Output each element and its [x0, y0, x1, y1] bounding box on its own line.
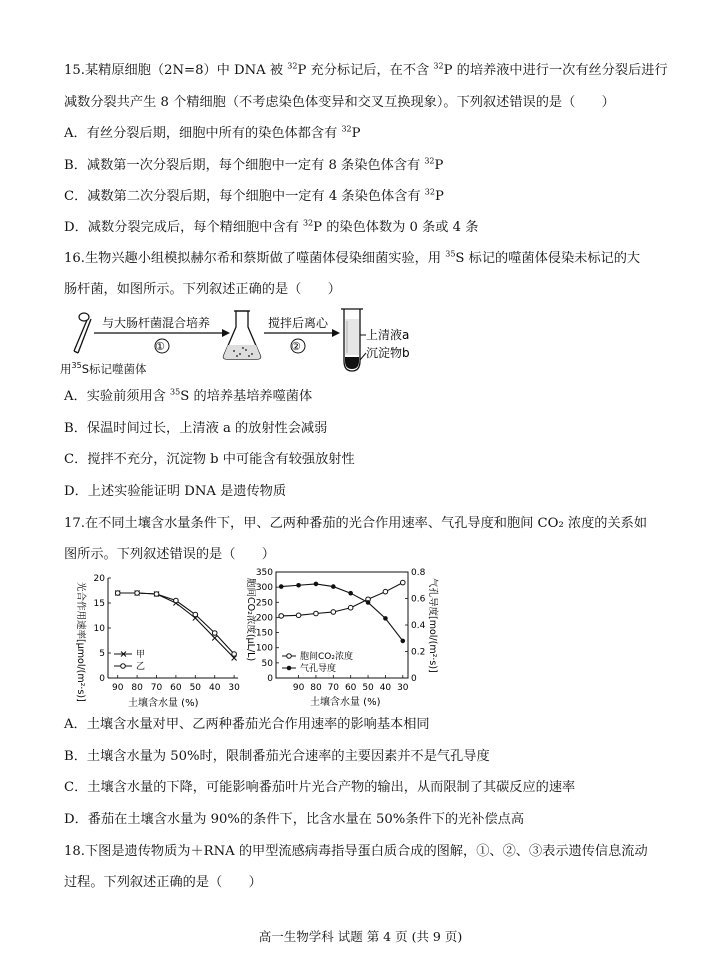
legend-label-stomata: 气孔导度 — [300, 664, 337, 674]
phage-label-text: S标记噬菌体 — [81, 362, 147, 376]
q15-text: P 充分标记后，在不含 — [297, 63, 434, 78]
q15-option-d — [64, 219, 478, 237]
phage-label — [60, 360, 147, 378]
x-tick-label: 80 — [131, 683, 143, 693]
x-axis-label: 土壤含水量 (%) — [128, 698, 199, 709]
page-footer: 高一生物学科 试题 第 4 页 (共 9 页) — [258, 929, 463, 944]
x-tick-label: 80 — [310, 683, 322, 693]
q15-option-c — [64, 188, 444, 206]
sediment-label: 沉淀物b — [366, 346, 410, 360]
option-text: D．减数分裂完成后，每个精细胞中含有 — [64, 220, 303, 235]
x-tick-label: 60 — [344, 683, 357, 693]
data-point — [314, 582, 319, 587]
test-tube-icon — [341, 309, 363, 371]
x-tick-label: 50 — [362, 683, 374, 693]
arrow-head — [332, 329, 340, 337]
x-tick-label: 90 — [111, 683, 124, 693]
q15-stem-line2: 减数分裂共产生 8 个精细胞（不考虑染色体变异和交叉互换现象）。下列叙述错误的是（ ） — [64, 95, 615, 110]
data-point — [348, 591, 353, 596]
y-axis-label: 光合作用速率[μmol/(m²·s)] — [75, 582, 86, 702]
q17-option-a: A．土壤含水量对甲、乙两种番茄光合作用速率的影响基本相同 — [64, 717, 430, 732]
q15-text: P 的培养液中进行一次有丝分裂后进行 — [443, 63, 668, 78]
y2-tick-label: 0.6 — [411, 594, 426, 605]
data-point — [174, 598, 179, 603]
superscript: 32 — [302, 218, 314, 228]
step1-number: ① — [155, 340, 165, 353]
step1-label: 与大肠杆菌混合培养 — [102, 316, 211, 330]
step2-label: 搅拌后离心 — [268, 316, 329, 330]
arrow-head — [222, 329, 230, 337]
q17-option-d: D．番茄在土壤含水量为 90%的条件下，比含水量在 50%条件下的光补偿点高 — [64, 812, 525, 827]
option-text: B．减数第一次分裂后期，每个细胞中一定有 8 条染色体含有 — [64, 158, 425, 173]
y-tick-label: 10 — [93, 624, 105, 634]
option-text: P 的染色体数为 0 条或 4 条 — [313, 220, 479, 235]
x-tick-label: 70 — [327, 683, 340, 693]
superscript: 32 — [424, 156, 435, 166]
data-point — [135, 591, 140, 596]
q16-text: 16.生物兴趣小组模拟赫尔希和蔡斯做了噬菌体侵染细菌实验，用 — [64, 251, 446, 266]
option-text: P — [434, 158, 444, 173]
legend-label-co2: 胞间CO₂浓度 — [300, 652, 353, 662]
data-point — [366, 600, 371, 605]
y2-tick-label: 0 — [411, 674, 417, 684]
data-point — [232, 652, 237, 657]
q16-option-b: B．保温时间过长，上清液 a 的放射性会减弱 — [64, 421, 328, 436]
superscript: 35 — [71, 361, 82, 371]
q16-option-c: C．搅拌不充分，沉淀物 b 中可能含有较强放射性 — [64, 452, 355, 467]
data-point — [296, 583, 301, 588]
option-text: A．实验前须用含 — [64, 389, 171, 404]
y2-tick-label: 0.2 — [411, 647, 426, 658]
q17-stem-line2: 图所示。下列叙述错误的是（ ） — [64, 547, 275, 562]
phage-dropper-icon — [74, 313, 91, 353]
supernatant-label: 上清液a — [366, 328, 410, 342]
series-line-co2 — [281, 583, 403, 616]
data-point — [212, 636, 217, 641]
x-tick-label: 50 — [189, 683, 202, 693]
q16-option-a — [64, 388, 312, 406]
q16-option-d: D．上述实验能证明 DNA 是遗传物质 — [64, 484, 287, 499]
y-tick-label: 0 — [99, 674, 105, 684]
legend-marker-stomata — [287, 666, 292, 671]
y-tick-label: 20 — [93, 574, 105, 584]
option-text: P — [434, 189, 444, 204]
y-tick-label: 300 — [255, 583, 273, 594]
photosynthesis-rate-chart — [64, 570, 244, 710]
data-point — [193, 612, 198, 617]
x-tick-label: 40 — [208, 683, 221, 693]
data-point — [400, 639, 405, 644]
y-tick-label: 50 — [261, 658, 273, 669]
data-point — [400, 580, 405, 585]
flask-icon — [223, 311, 260, 359]
legend-label-yi: 乙 — [136, 662, 146, 672]
x-tick-label: 90 — [292, 683, 305, 693]
plot-frame — [276, 572, 408, 678]
data-point — [331, 584, 336, 589]
y-tick-label: 350 — [255, 568, 273, 578]
q15-option-a — [64, 125, 361, 143]
x-tick-label: 40 — [379, 683, 392, 693]
co2-stomata-chart — [240, 566, 440, 710]
x-tick-label: 30 — [228, 683, 240, 693]
legend-marker-yi — [121, 664, 126, 669]
data-point — [331, 610, 336, 615]
y-tick-label: 5 — [99, 649, 105, 659]
y2-tick-label: 0.8 — [411, 568, 426, 578]
x-tick-label: 30 — [397, 683, 409, 693]
q17-stem-line1: 17.在不同土壤含水量条件下，甲、乙两种番茄的光合作用速率、气孔导度和胞间 CO₂ 浓度的关系如 — [64, 516, 648, 531]
q15-stem-line1 — [64, 62, 668, 80]
phage-label-text: 用 — [60, 362, 72, 376]
legend-label-jia: 甲 — [136, 650, 146, 660]
y-tick-label: 100 — [255, 643, 273, 654]
data-point — [383, 589, 388, 594]
data-point — [154, 592, 159, 597]
legend-marker-co2 — [287, 654, 292, 659]
data-point — [115, 591, 120, 596]
y2-tick-label: 0.4 — [411, 621, 426, 631]
q15-option-b — [64, 157, 443, 175]
y-tick-label: 15 — [93, 599, 105, 609]
superscript: 35 — [170, 387, 181, 397]
data-point — [314, 611, 319, 616]
x-axis-label: 土壤含水量 (%) — [310, 697, 381, 708]
data-point — [279, 584, 284, 589]
data-point — [383, 616, 388, 621]
y-tick-label: 150 — [255, 628, 273, 639]
superscript: 32 — [433, 61, 444, 71]
step2-number: ② — [291, 340, 301, 353]
option-text: C．减数第二次分裂后期，每个细胞中一定有 4 条染色体含有 — [64, 189, 425, 204]
data-point — [212, 631, 217, 636]
y-tick-label: 200 — [255, 613, 273, 624]
y-tick-label: 0 — [267, 674, 273, 684]
q17-option-c: C．土壤含水量的下降，可能影响番茄叶片光合产物的输出，从而限制了其碳反应的速率 — [64, 780, 576, 795]
option-text: P — [351, 126, 361, 141]
superscript: 32 — [341, 124, 352, 134]
q15-text: 15.某精原细胞（2N=8）中 DNA 被 — [64, 63, 288, 78]
x-tick-label: 60 — [170, 683, 182, 693]
option-text: S 的培养基培养噬菌体 — [180, 389, 313, 404]
q16-stem-line2: 肠杆菌，如图所示。下列叙述正确的是（ ） — [64, 282, 341, 297]
q18-stem-line2: 过程。下列叙述正确的是（ ） — [64, 875, 262, 890]
y-tick-label: 250 — [255, 598, 273, 609]
q16-stem-line1 — [64, 250, 640, 268]
y-axis-label: 胞间CO₂浓度(μL/L) — [245, 578, 256, 662]
q16-text: S 标记的噬菌体侵染未标记的大 — [455, 251, 641, 266]
data-point — [348, 605, 353, 610]
q17-option-b: B．土壤含水量为 50%时，限制番茄光合速率的主要因素并不是气孔导度 — [64, 749, 490, 764]
y2-axis-label: 气孔导度[mol/(m²·s)] — [427, 578, 438, 673]
superscript: 35 — [445, 249, 456, 259]
option-text: A．有丝分裂后期，细胞中所有的染色体都含有 — [64, 126, 342, 141]
x-tick-label: 70 — [150, 683, 163, 693]
superscript: 32 — [287, 61, 298, 71]
superscript: 32 — [424, 187, 435, 197]
q18-stem-line1: 18.下图是遗传物质为＋RNA 的甲型流感病毒指导蛋白质合成的图解，①、②、③表示遗传信息流动 — [64, 844, 648, 859]
data-point — [296, 613, 301, 618]
data-point — [279, 614, 284, 619]
